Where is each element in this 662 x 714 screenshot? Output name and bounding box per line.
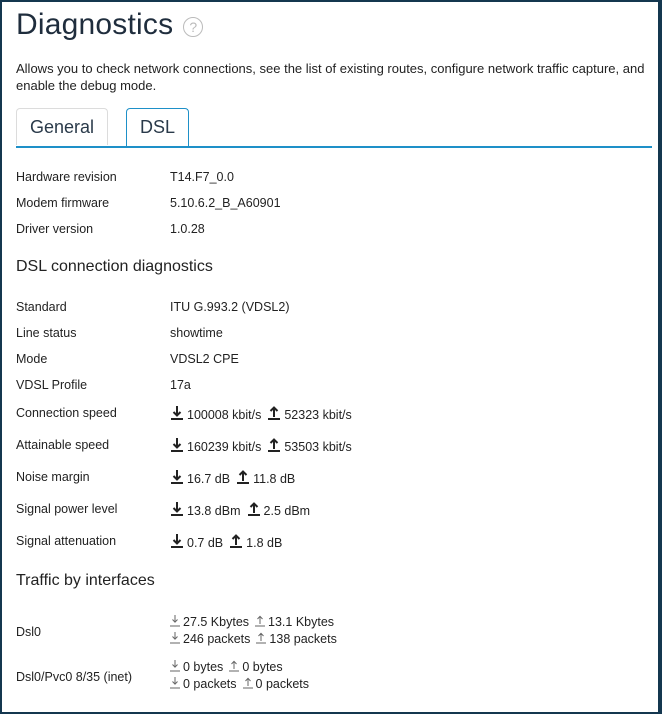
metric-label: Noise margin bbox=[16, 470, 90, 484]
traffic-values bbox=[170, 614, 337, 648]
upload-value: 52323 kbit/s bbox=[284, 408, 352, 422]
page-title: Diagnostics bbox=[16, 8, 174, 41]
upload-arrow-icon bbox=[267, 438, 281, 452]
info-label: Driver version bbox=[16, 222, 94, 236]
upload-value: 53503 kbit/s bbox=[284, 440, 352, 454]
info-label: VDSL Profile bbox=[16, 378, 88, 392]
info-value: 5.10.6.2_B_A60901 bbox=[170, 196, 281, 210]
metric-label: Signal power level bbox=[16, 502, 118, 516]
metric-label: Signal attenuation bbox=[16, 534, 117, 548]
info-value: ITU G.993.2 (VDSL2) bbox=[170, 300, 290, 314]
upload-arrow-icon bbox=[229, 534, 243, 548]
info-value: VDSL2 CPE bbox=[170, 352, 239, 366]
info-value: 1.0.28 bbox=[170, 222, 205, 236]
upload-value: 1.8 dB bbox=[246, 536, 283, 550]
dsl-section-title: DSL connection diagnostics bbox=[16, 258, 213, 275]
download-arrow-icon bbox=[170, 632, 183, 646]
download-value: 100008 kbit/s bbox=[187, 408, 262, 422]
upload-arrow-icon bbox=[243, 677, 256, 691]
download-value: 16.7 dB bbox=[187, 472, 231, 486]
metric-values bbox=[170, 438, 352, 454]
tx-bytes: 13.1 Kbytes bbox=[268, 615, 335, 629]
rx-bytes: 27.5 Kbytes bbox=[183, 615, 250, 629]
info-value: showtime bbox=[170, 326, 223, 340]
download-arrow-icon bbox=[170, 677, 183, 691]
download-arrow-icon bbox=[170, 502, 184, 516]
upload-arrow-icon bbox=[236, 470, 250, 484]
traffic-values bbox=[170, 659, 309, 693]
tx-packets: 0 packets bbox=[255, 677, 310, 691]
upload-arrow-icon bbox=[229, 660, 242, 674]
upload-arrow-icon bbox=[247, 502, 261, 516]
interface-name: Dsl0 bbox=[16, 625, 42, 639]
download-value: 160239 kbit/s bbox=[187, 440, 262, 454]
info-label: Line status bbox=[16, 326, 77, 340]
interface-name: Dsl0/Pvc0 8/35 (inet) bbox=[16, 670, 133, 684]
traffic-section-title: Traffic by interfaces bbox=[16, 572, 155, 589]
download-arrow-icon bbox=[170, 615, 183, 629]
tab-general[interactable]: General bbox=[16, 108, 108, 145]
download-value: 13.8 dBm bbox=[187, 504, 241, 518]
page-header bbox=[16, 8, 203, 42]
metric-values bbox=[170, 534, 282, 550]
rx-packets: 246 packets bbox=[183, 632, 251, 646]
rx-packets: 0 packets bbox=[183, 677, 237, 691]
tab-dsl[interactable]: DSL bbox=[126, 108, 189, 146]
download-arrow-icon bbox=[170, 660, 183, 674]
download-arrow-icon bbox=[170, 438, 184, 452]
help-icon[interactable]: ? bbox=[183, 17, 203, 37]
tab-bar bbox=[16, 108, 652, 148]
download-arrow-icon bbox=[170, 534, 184, 548]
upload-value: 2.5 dBm bbox=[263, 504, 311, 518]
info-value: 17a bbox=[170, 378, 191, 392]
info-label: Hardware revision bbox=[16, 170, 117, 184]
metric-label: Attainable speed bbox=[16, 438, 110, 452]
upload-arrow-icon bbox=[267, 406, 281, 420]
info-label: Mode bbox=[16, 352, 48, 366]
metric-values bbox=[170, 502, 310, 518]
metric-label: Connection speed bbox=[16, 406, 117, 420]
download-value: 0.7 dB bbox=[187, 536, 224, 550]
rx-bytes: 0 bytes bbox=[183, 660, 224, 674]
download-arrow-icon bbox=[170, 470, 184, 484]
metric-values bbox=[170, 470, 295, 486]
upload-value: 11.8 dB bbox=[253, 472, 296, 486]
info-label: Standard bbox=[16, 300, 67, 314]
page-description: Allows you to check network connections, see the list of existing routes, configure network traffic capture, and enable the debug mode. bbox=[16, 61, 645, 93]
info-value: T14.F7_0.0 bbox=[170, 170, 234, 184]
metric-values bbox=[170, 406, 352, 422]
upload-arrow-icon bbox=[255, 615, 268, 629]
info-label: Modem firmware bbox=[16, 196, 110, 210]
tx-bytes: 0 bytes bbox=[242, 660, 283, 674]
download-arrow-icon bbox=[170, 406, 184, 420]
diagnostics-page bbox=[2, 2, 658, 712]
upload-arrow-icon bbox=[256, 632, 269, 646]
tx-packets: 138 packets bbox=[269, 632, 337, 646]
